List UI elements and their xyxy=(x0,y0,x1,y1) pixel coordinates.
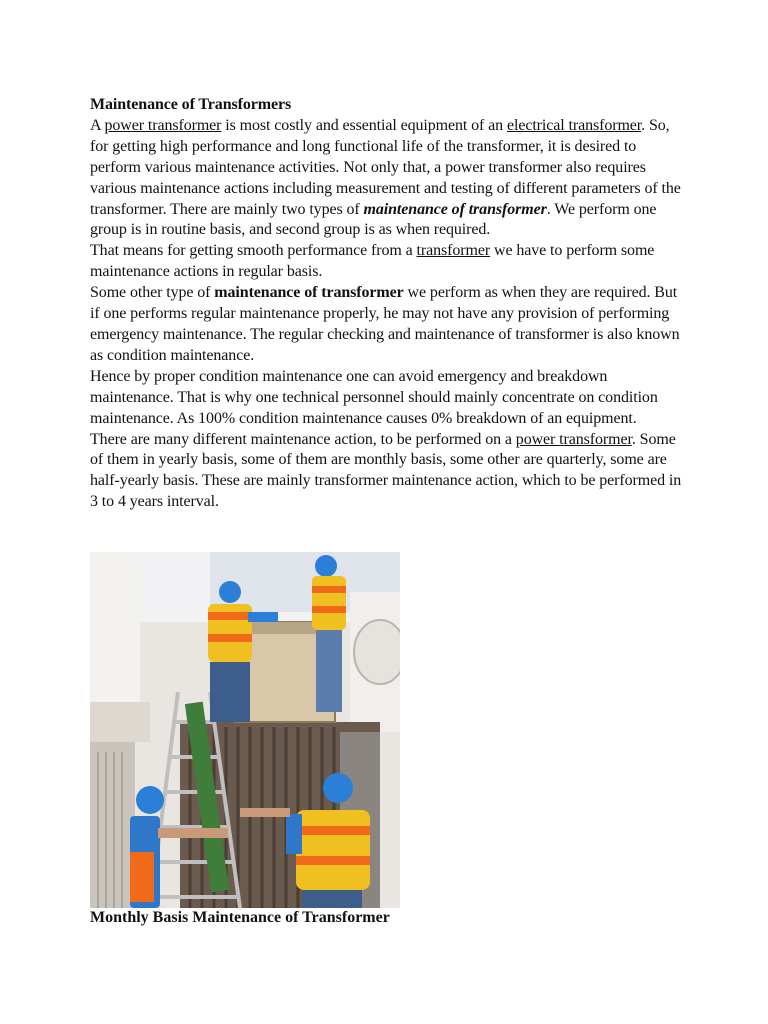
paragraph-other-type: Some other type of maintenance of transformer we perform as when they are required. But if one performs regular maintenance properly, he may not have any provision of performing emergency maintenance. The regular checking and maintenance of transformer is also known as condition maintenance. xyxy=(90,284,680,364)
article-body xyxy=(90,95,690,513)
link-electrical-transformer[interactable]: electrical transformer xyxy=(506,116,642,134)
photo-caption: Monthly Basis Maintenance of Transformer xyxy=(90,909,390,926)
link-power-transformer-2[interactable]: power transformer xyxy=(515,430,632,448)
paragraph-intro: A power transformer is most costly and essential equipment of an electrical transformer. So, for getting high performance and long functional life of the transformer, it is desired to perform various maintenance activities. Not only that, a power transformer also requires various maintenance actions including measurement and testing of different parameters of the transformer. There are mainly two types of maintenance of transformer. We perform one group is in routine basis, and second group is as when required. xyxy=(90,116,681,239)
bold-maintenance: maintenance of transformer xyxy=(214,284,404,302)
link-transformer[interactable]: transformer xyxy=(416,242,491,260)
workers-illustration xyxy=(90,552,400,908)
emphasis-maintenance: maintenance of transformer xyxy=(363,200,547,218)
maintenance-photo xyxy=(90,552,400,908)
document-title: Maintenance of Transformers xyxy=(90,96,292,113)
paragraph-actions: There are many different maintenance action, to be performed on a power transformer. Some of them in yearly basis, some of them are monthly basis, some other are quarterly, some are half-yearly basis. These are mainly transformer maintenance action, which to be performed in 3 to 4 years interval. xyxy=(90,430,682,511)
paragraph-condition: Hence by proper condition maintenance one can avoid emergency and breakdown maintenance. That is why one technical personnel should mainly concentrate on condition maintenance. As 100% condition maintenance causes 0% breakdown of an equipment. xyxy=(90,367,658,427)
paragraph-regular: That means for getting smooth performance from a transformer we have to perform some maintenance actions in regular basis. xyxy=(90,242,655,281)
link-power-transformer[interactable]: power transformer xyxy=(104,116,222,134)
